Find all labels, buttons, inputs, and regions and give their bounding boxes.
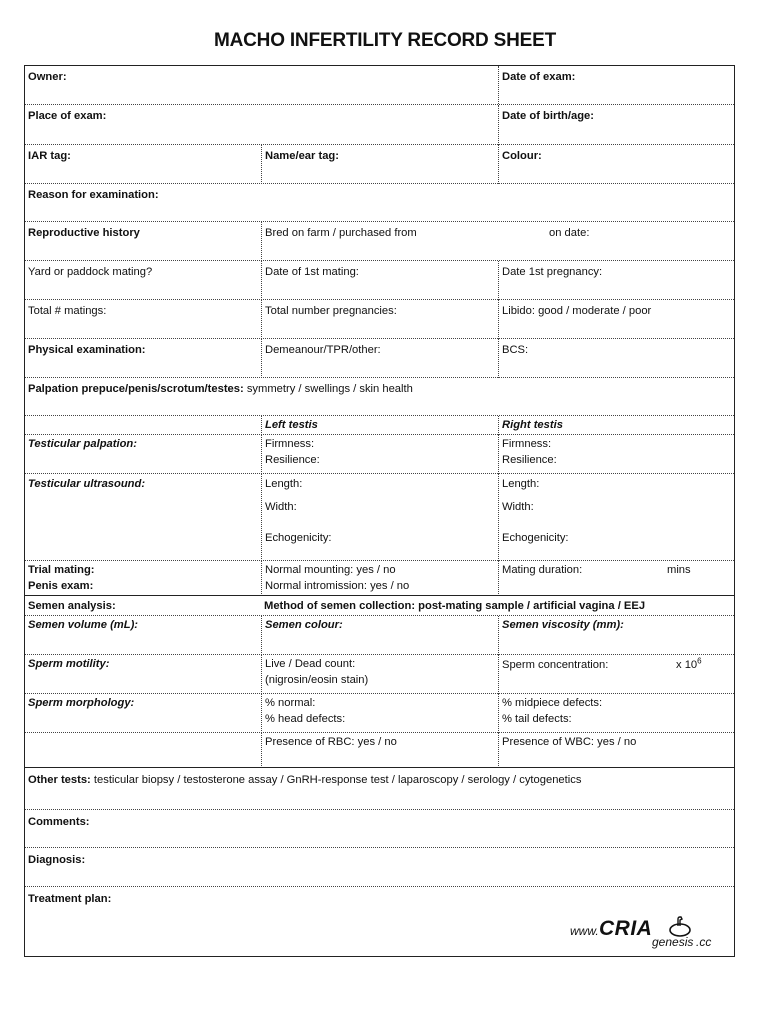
comments-field[interactable]: Comments:	[28, 816, 90, 828]
row-semen-analysis	[25, 595, 734, 616]
semen-colour-field[interactable]: Semen colour:	[261, 616, 498, 655]
demeanour-field[interactable]: Demeanour/TPR/other:	[261, 339, 498, 378]
treatment-plan-field[interactable]: Treatment plan:	[28, 893, 112, 905]
morphology-right-field[interactable]: % midpiece defects: % tail defects:	[498, 694, 734, 733]
semen-analysis-label: Semen analysis:	[28, 600, 116, 612]
iar-tag-field[interactable]: IAR tag:	[28, 150, 71, 162]
left-palpation-field[interactable]: Firmness: Resilience:	[261, 435, 498, 474]
left-ultrasound-field[interactable]: Length: Width: Echogenicity:	[261, 474, 498, 561]
concentration-unit: x $10^6$	[676, 656, 702, 671]
semen-volume-field[interactable]: Semen volume (mL):	[28, 619, 139, 631]
record-form	[24, 65, 735, 957]
right-palpation-field[interactable]: Firmness: Resilience:	[498, 435, 734, 474]
row-yard	[25, 260, 734, 300]
place-of-exam-field[interactable]: Place of exam:	[28, 110, 107, 122]
sperm-concentration-field[interactable]: Sperm concentration: x $10^6$	[498, 655, 734, 694]
semen-viscosity-field[interactable]: Semen viscosity (mm):	[498, 616, 734, 655]
criagenesis-logo: www. CRIA genesis .cc	[570, 917, 712, 949]
testicular-ultrasound-label: Testicular ultrasound:	[28, 478, 146, 490]
mounting-field[interactable]: Normal mounting: yes / no Normal intromission: yes / no	[261, 561, 498, 596]
testicular-palpation-label: Testicular palpation:	[28, 438, 137, 450]
sperm-morphology-label: Sperm morphology:	[28, 697, 135, 709]
row-ultrasound	[25, 473, 734, 561]
row-diagnosis	[25, 847, 734, 887]
sperm-motility-field[interactable]: Sperm motility:	[28, 658, 110, 670]
page-title: MACHO INFERTILITY RECORD SHEET	[214, 30, 556, 51]
repro-history-label: Reproductive history	[28, 227, 140, 239]
on-date-label: on date:	[549, 227, 590, 239]
yard-mating-field[interactable]: Yard or paddock mating?	[28, 266, 153, 278]
row-semen-volume	[25, 615, 734, 655]
row-comments	[25, 809, 734, 848]
row-sperm-morphology	[25, 693, 734, 733]
name-ear-tag-field[interactable]: Name/ear tag:	[261, 145, 498, 184]
row-owner	[25, 66, 734, 104]
other-tests-field[interactable]: Other tests: testicular biopsy / testosterone assay / GnRH-response test / laparoscopy / serology / cytogenetics	[28, 774, 582, 786]
live-dead-field[interactable]: Live / Dead count: (nigrosin/eosin stain)	[261, 655, 498, 694]
row-sperm-motility	[25, 654, 734, 694]
row-testicular-palpation	[25, 434, 734, 474]
row-testis-headers	[25, 415, 734, 435]
diagnosis-field[interactable]: Diagnosis:	[28, 854, 86, 866]
row-rbc-wbc	[25, 732, 734, 768]
collection-method-field[interactable]: Method of semen collection: post-mating sample / artificial vagina / EEJ	[264, 600, 646, 612]
total-matings-field[interactable]: Total # matings:	[28, 305, 107, 317]
date-first-pregnancy-field[interactable]: Date 1st pregnancy:	[498, 261, 734, 300]
row-palpation	[25, 377, 734, 416]
bred-field[interactable]: Bred on farm / purchased from on date:	[261, 222, 734, 261]
date-first-mating-field[interactable]: Date of 1st mating:	[261, 261, 498, 300]
right-ultrasound-field[interactable]: Length: Width: Echogenicity:	[498, 474, 734, 561]
row-repro-history	[25, 221, 734, 261]
right-testis-header: Right testis	[498, 416, 734, 435]
row-other-tests	[25, 767, 734, 810]
morphology-left-field[interactable]: % normal: % head defects:	[261, 694, 498, 733]
row-totals	[25, 299, 734, 339]
total-pregnancies-field[interactable]: Total number pregnancies:	[261, 300, 498, 339]
bcs-field[interactable]: BCS:	[498, 339, 734, 378]
date-of-birth-field[interactable]: Date of birth/age:	[498, 105, 734, 145]
mating-duration-field[interactable]: Mating duration: mins	[498, 561, 734, 596]
row-physical	[25, 338, 734, 378]
trial-mating-label: Trial mating: Penis exam:	[28, 564, 95, 592]
row-iar	[25, 144, 734, 184]
row-place	[25, 104, 734, 145]
physical-exam-label: Physical examination:	[28, 344, 146, 356]
reason-field[interactable]: Reason for examination:	[28, 189, 159, 201]
wbc-field[interactable]: Presence of WBC: yes / no	[498, 733, 734, 768]
colour-field[interactable]: Colour:	[498, 145, 734, 184]
row-reason	[25, 183, 734, 222]
owner-field[interactable]: Owner:	[28, 71, 67, 83]
libido-field[interactable]: Libido: good / moderate / poor	[498, 300, 734, 339]
palpation-field[interactable]: Palpation prepuce/penis/scrotum/testes: symmetry / swellings / skin health	[28, 383, 413, 395]
row-trial-mating	[25, 560, 734, 596]
date-of-exam-field[interactable]: Date of exam:	[498, 66, 734, 104]
rbc-field[interactable]: Presence of RBC: yes / no	[261, 733, 498, 768]
left-testis-header: Left testis	[261, 416, 498, 435]
